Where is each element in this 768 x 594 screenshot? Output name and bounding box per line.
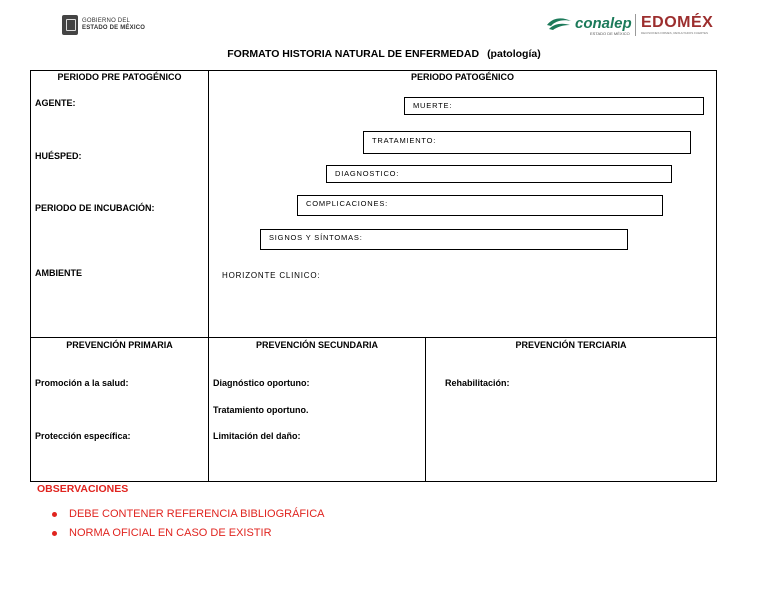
prevencion-primaria-heading: PREVENCIÓN PRIMARIA <box>66 340 173 350</box>
huesped-label: HUÉSPED: <box>35 151 82 161</box>
conalep-wordmark: conalep <box>575 15 632 32</box>
stage-signos-sintomas: SIGNOS Y SÍNTOMAS: <box>260 229 628 250</box>
table-border-right <box>716 70 717 482</box>
table-divider-middle <box>30 337 717 338</box>
patogenico-heading: PERIODO PATOGÉNICO <box>410 72 514 82</box>
diagnostico-oportuno-label: Diagnóstico oportuno: <box>213 378 310 388</box>
title-main: FORMATO HISTORIA NATURAL DE ENFERMEDAD <box>227 48 480 60</box>
incubacion-label: PERIODO DE INCUBACIÓN: <box>35 203 155 213</box>
edomex-wordmark: EDOMÉX <box>641 14 714 31</box>
bullet-icon <box>52 512 57 517</box>
gov-logo-line2: ESTADO DE MÉXICO <box>82 25 146 31</box>
prevencion-terciaria-heading: PREVENCIÓN TERCIARIA <box>515 340 627 350</box>
gobierno-edomex-logo <box>62 15 152 37</box>
prevencion-secundaria-heading: PREVENCIÓN SECUNDARIA <box>255 340 378 350</box>
observacion-text: DEBE CONTENER REFERENCIA BIBLIOGRÁFICA <box>69 508 325 520</box>
conalep-sub: ESTADO DE MÉXICO <box>590 31 630 36</box>
promocion-label: Promoción a la salud: <box>35 378 129 388</box>
observaciones-heading: OBSERVACIONES <box>37 483 129 495</box>
agente-label: AGENTE: <box>35 98 76 108</box>
proteccion-label: Protección específica: <box>35 431 131 441</box>
seal-icon <box>62 15 78 35</box>
conalep-swoosh-icon <box>545 16 573 32</box>
gov-logo-line1: GOBIERNO DEL <box>82 18 131 24</box>
tratamiento-oportuno-label: Tratamiento oportuno. <box>213 405 309 415</box>
stage-complicaciones: COMPLICACIONES: <box>297 195 663 216</box>
stage-tratamiento: TRATAMIENTO: <box>363 131 691 154</box>
limitacion-label: Limitación del daño: <box>213 431 301 441</box>
title-sub: (patología) <box>487 48 541 60</box>
document-title <box>0 48 768 60</box>
table-divider-col2 <box>425 337 426 482</box>
list-item <box>52 508 325 520</box>
table-border-bottom <box>30 481 717 482</box>
table-border-left <box>30 70 31 482</box>
table-border-top <box>30 70 717 71</box>
stage-diagnostico: DIAGNOSTICO: <box>326 165 672 183</box>
table-divider-col1 <box>208 70 209 482</box>
bullet-icon <box>52 531 57 536</box>
rehabilitacion-label: Rehabilitación: <box>445 378 510 388</box>
list-item <box>52 527 272 539</box>
stage-muerte: MUERTE: <box>404 97 704 115</box>
logo-divider <box>635 14 636 36</box>
edomex-slogan: DECISIONES FIRMES, RESULTADOS FUERTES <box>641 31 709 35</box>
pre-patogenico-heading: PERIODO PRE PATOGÉNICO <box>57 72 182 82</box>
conalep-edomex-logo <box>545 14 721 38</box>
ambiente-label: AMBIENTE <box>35 268 82 278</box>
horizonte-clinico-label: HORIZONTE CLINICO: <box>222 271 321 280</box>
observacion-text: NORMA OFICIAL EN CASO DE EXISTIR <box>69 527 272 539</box>
